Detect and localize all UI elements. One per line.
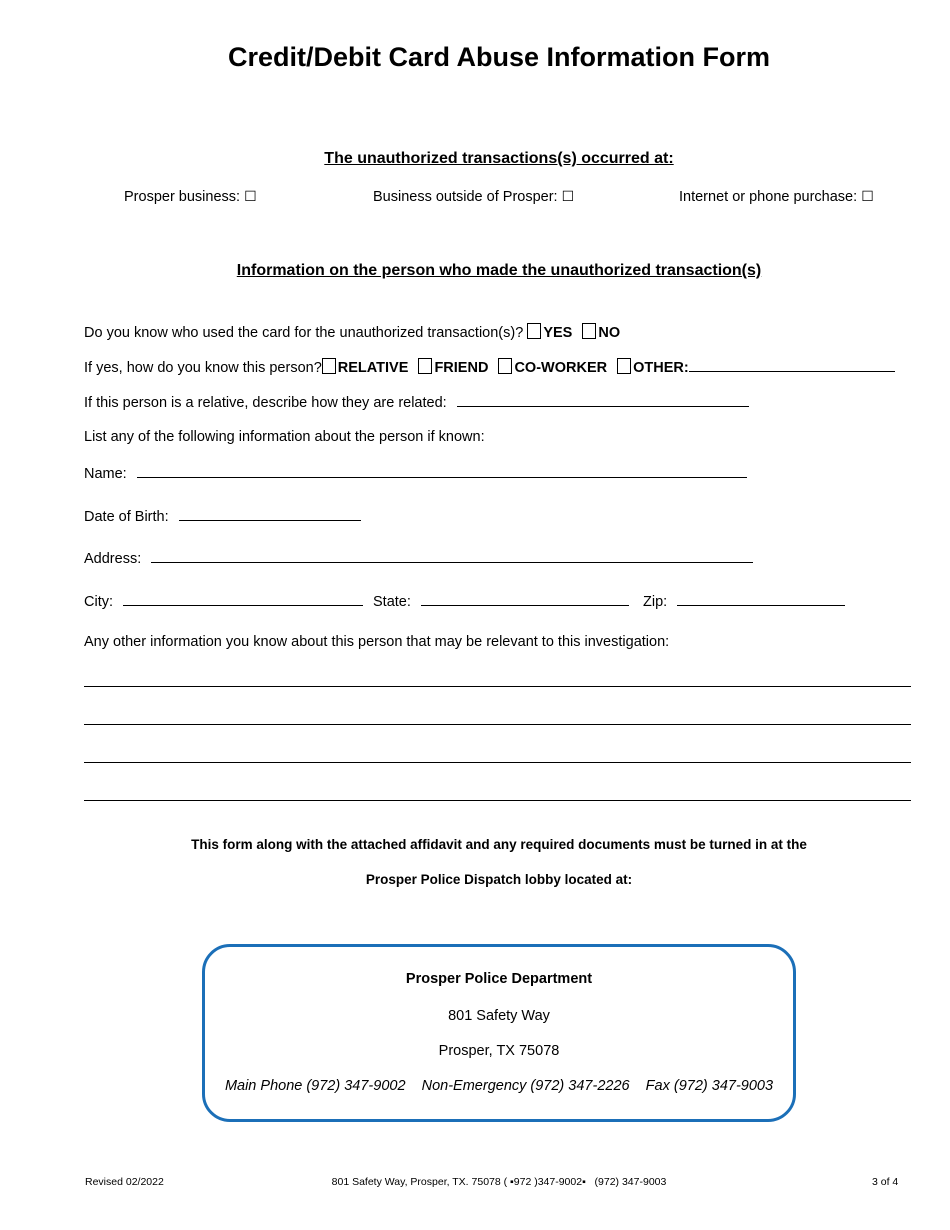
list-intro: List any of the following information about the person if known: [84, 429, 485, 445]
checkbox-internet-phone[interactable]: ☐ [861, 189, 874, 205]
notice-line-1: This form along with the attached affidavit and any required documents must be turned in at the [191, 837, 807, 852]
yes-label: YES [543, 325, 573, 341]
section-heading-location: The unauthorized transactions(s) occurred at: [324, 150, 674, 167]
zip-label: Zip: [643, 594, 668, 610]
friend-label: FRIEND [434, 360, 489, 376]
dob-row [84, 507, 361, 525]
name-field[interactable] [137, 464, 747, 478]
state-row [373, 592, 629, 610]
other-info-line[interactable] [84, 800, 911, 801]
option-label: Business outside of Prosper: [373, 189, 558, 205]
relation-field[interactable] [457, 393, 749, 407]
checkbox-outside-prosper[interactable]: ☐ [561, 189, 575, 205]
checkbox-coworker[interactable] [498, 358, 512, 374]
other-info-prompt: Any other information you know about this person that may be relevant to this investigation: [84, 634, 670, 650]
address-row [84, 549, 753, 567]
dob-label: Date of Birth: [84, 509, 169, 525]
option-outside-prosper [373, 189, 574, 205]
question-related-how [84, 393, 749, 411]
checkbox-prosper-business[interactable]: ☐ [244, 189, 257, 205]
name-row [84, 464, 747, 482]
notice-line-2: Prosper Police Dispatch lobby located at: [365, 872, 633, 887]
city-label: City: [84, 594, 113, 610]
state-field[interactable] [421, 592, 629, 606]
checkbox-no[interactable] [582, 323, 596, 339]
address-field[interactable] [151, 549, 753, 563]
other-info-line[interactable] [84, 724, 911, 725]
question-label: If yes, how do you know this person? [84, 360, 322, 376]
other-label: OTHER: [633, 360, 689, 376]
option-label: Prosper business: [124, 189, 241, 205]
department-name: Prosper Police Department [405, 971, 593, 987]
coworker-label: CO-WORKER [514, 360, 608, 376]
relative-label: RELATIVE [337, 360, 409, 376]
question-label: Do you know who used the card for the unauthorized transaction(s)? [84, 325, 524, 341]
checkbox-other[interactable] [617, 358, 631, 374]
other-field[interactable] [689, 358, 895, 372]
state-label: State: [373, 594, 411, 610]
checkbox-relative[interactable] [322, 358, 336, 374]
question-label: If this person is a relative, describe how they are related: [84, 395, 447, 411]
address-label: Address: [84, 551, 142, 567]
option-internet-phone [679, 189, 874, 205]
address-box [202, 944, 796, 1122]
city-row [84, 592, 363, 610]
checkbox-friend[interactable] [418, 358, 432, 374]
zip-row [643, 592, 845, 610]
footer-address: 801 Safety Way, Prosper, TX. 75078 ( ▪972 )347-9002▪ (972) 347-9003 [331, 1176, 667, 1188]
other-info-line[interactable] [84, 686, 911, 687]
other-info-line[interactable] [84, 762, 911, 763]
city-field[interactable] [123, 592, 363, 606]
section-heading-person: Information on the person who made the unauthorized transaction(s) [236, 262, 762, 279]
department-street: 801 Safety Way [448, 1008, 550, 1024]
no-label: NO [598, 325, 621, 341]
question-relationship [84, 358, 895, 376]
checkbox-yes[interactable] [527, 323, 541, 339]
question-know-person [84, 323, 620, 341]
department-phones: Main Phone (972) 347-9002 Non-Emergency (972) 347-2226 Fax (972) 347-9003 [224, 1078, 774, 1094]
footer-page-number: 3 of 4 [872, 1176, 899, 1188]
dob-field[interactable] [179, 507, 361, 521]
form-title: Credit/Debit Card Abuse Information Form [227, 42, 771, 72]
footer-revised: Revised 02/2022 [85, 1176, 164, 1188]
option-prosper-business [124, 189, 257, 205]
department-city: Prosper, TX 75078 [438, 1043, 560, 1059]
zip-field[interactable] [677, 592, 845, 606]
option-label: Internet or phone purchase: [679, 189, 858, 205]
name-label: Name: [84, 466, 127, 482]
